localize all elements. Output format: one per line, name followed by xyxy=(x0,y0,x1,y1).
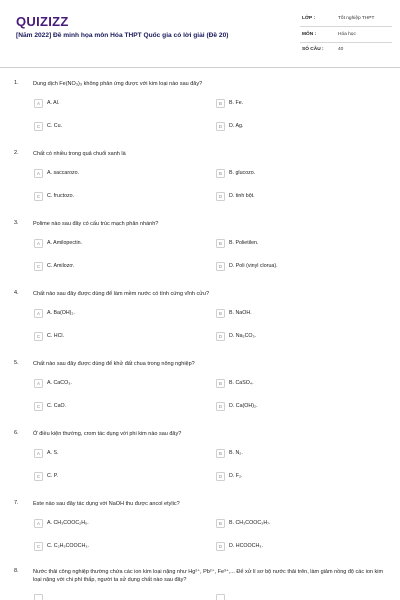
option-key-box: A xyxy=(34,239,43,248)
option-key-box: A xyxy=(34,169,43,178)
option-text: B. N₂. xyxy=(229,450,243,456)
class-label: LỚP : xyxy=(302,16,316,21)
quizizz-logo: QUIZIZZ xyxy=(16,14,69,29)
question-text: Nước thải công nghiệp thường chứa các ion kim loại nặng như Hg²⁺, Pb²⁺, Fe³⁺,... Để xử lí sơ bộ nước thải trên, làm giảm nồng độ các ion kim loại nặng với chi phí thấp, người ta sử dụng chất nào sau đây? xyxy=(33,569,384,583)
option-text: A. Ba(OH)₂. xyxy=(47,310,75,316)
option-text: C. C₂H₅COOCH₃. xyxy=(47,543,89,549)
option-key-box: C xyxy=(34,332,43,341)
option-text: C. Amilozơ. xyxy=(47,263,75,269)
option-key-box: B xyxy=(216,519,225,528)
option-key-box: D xyxy=(216,472,225,481)
meta-divider xyxy=(300,26,392,27)
option-key-box: A xyxy=(34,309,43,318)
option-key-box: C xyxy=(34,402,43,411)
subject-label: MÔN : xyxy=(302,32,317,37)
option-text: D. Na₂CO₃. xyxy=(229,333,257,339)
option-text: A. CH₃COOC₂H₅. xyxy=(47,520,89,526)
option-key-box: C xyxy=(34,262,43,271)
option-text: B. glucozo. xyxy=(229,170,256,176)
option-text: A. saccarozo. xyxy=(47,170,80,176)
worksheet-header xyxy=(0,0,400,64)
option-text: A. S. xyxy=(47,450,59,456)
option-key-box: C xyxy=(34,192,43,201)
question-text: Ở điều kiện thường, crom tác dụng với phi kim nào sau đây? xyxy=(33,431,182,437)
question-text: Este nào sau đây tác dụng với NaOH thu được ancol etylic? xyxy=(33,501,180,507)
option-text: C. Cu. xyxy=(47,123,63,129)
option-text: D. Poli (vinyl clorua). xyxy=(229,263,278,269)
option-text: D. F₂. xyxy=(229,473,243,479)
question-number: 2. xyxy=(14,150,19,156)
option-text: D. tinh bột. xyxy=(229,193,255,199)
question-count-value: 40 xyxy=(338,47,344,52)
question-number: 4. xyxy=(14,290,19,296)
question-number: 3. xyxy=(14,220,19,226)
option-key-box: C xyxy=(34,542,43,551)
option-key-box: D xyxy=(216,542,225,551)
option-key-box: D xyxy=(216,402,225,411)
meta-divider xyxy=(300,42,392,43)
option-key-box: B xyxy=(216,309,225,318)
option-key-box: B xyxy=(216,379,225,388)
option-text: B. CH₃COOC₃H₇. xyxy=(229,520,271,526)
option-text: B. Fe. xyxy=(229,100,244,106)
page-title: [Năm 2022] Đề minh họa môn Hóa THPT Quốc gia có lời giải (Đề 20) xyxy=(16,32,229,39)
option-key-box: D xyxy=(216,192,225,201)
question-number: 6. xyxy=(14,430,19,436)
option-text: D. HCOOCH₃. xyxy=(229,543,263,549)
option-key-box: A xyxy=(34,449,43,458)
header-divider xyxy=(0,67,400,68)
option-text: C. HCl. xyxy=(47,333,65,339)
option-text: A. Amilopectin. xyxy=(47,240,83,246)
question-text: Polime nào sau đây có cấu trúc mạch phân nhánh? xyxy=(33,221,159,227)
question-count-label: SỐ CÂU : xyxy=(302,47,324,52)
question-number: 1. xyxy=(14,80,19,86)
option-key-box: B xyxy=(216,169,225,178)
option-key-box: B xyxy=(216,99,225,108)
option-a-box-partial[interactable] xyxy=(34,594,43,600)
question-text: Chất có nhiều trong quả chuối xanh là xyxy=(33,151,126,157)
option-text: C. P. xyxy=(47,473,59,479)
option-text: B. CaSO₄. xyxy=(229,380,254,386)
option-text: C. fructozo. xyxy=(47,193,75,199)
option-key-box: C xyxy=(34,472,43,481)
option-key-box: B xyxy=(216,239,225,248)
option-key-box: B xyxy=(216,449,225,458)
option-key-box: A xyxy=(34,379,43,388)
question-number: 8. xyxy=(14,568,19,574)
option-text: D. Ca(OH)₂. xyxy=(229,403,258,409)
question-text: Dung dịch Fe(NO₃)₃ không phản ứng được với kim loại nào sau đây? xyxy=(33,81,203,87)
question-text: Chất nào sau đây được dùng để làm mềm nước có tính cứng vĩnh cửu? xyxy=(33,291,210,297)
option-key-box: A xyxy=(34,99,43,108)
option-text: C. CaO. xyxy=(47,403,67,409)
question-number: 5. xyxy=(14,360,19,366)
option-key-box: A xyxy=(34,519,43,528)
class-value: Tốt nghiệp THPT xyxy=(338,16,375,21)
question-text: Chất nào sau đây được dùng để khử đất chua trong nông nghiệp? xyxy=(33,361,195,367)
option-key-box: D xyxy=(216,332,225,341)
option-text: B. Polietilen. xyxy=(229,240,259,246)
option-text: A. Al. xyxy=(47,100,60,106)
option-text: A. CaCO₃. xyxy=(47,380,72,386)
option-key-box: C xyxy=(34,122,43,131)
option-key-box: D xyxy=(216,122,225,131)
option-key-box: D xyxy=(216,262,225,271)
option-text: B. NaOH. xyxy=(229,310,252,316)
option-b-box-partial[interactable] xyxy=(216,594,225,600)
option-text: D. Ag. xyxy=(229,123,244,129)
question-number: 7. xyxy=(14,500,19,506)
subject-value: Hóa học xyxy=(338,32,356,37)
